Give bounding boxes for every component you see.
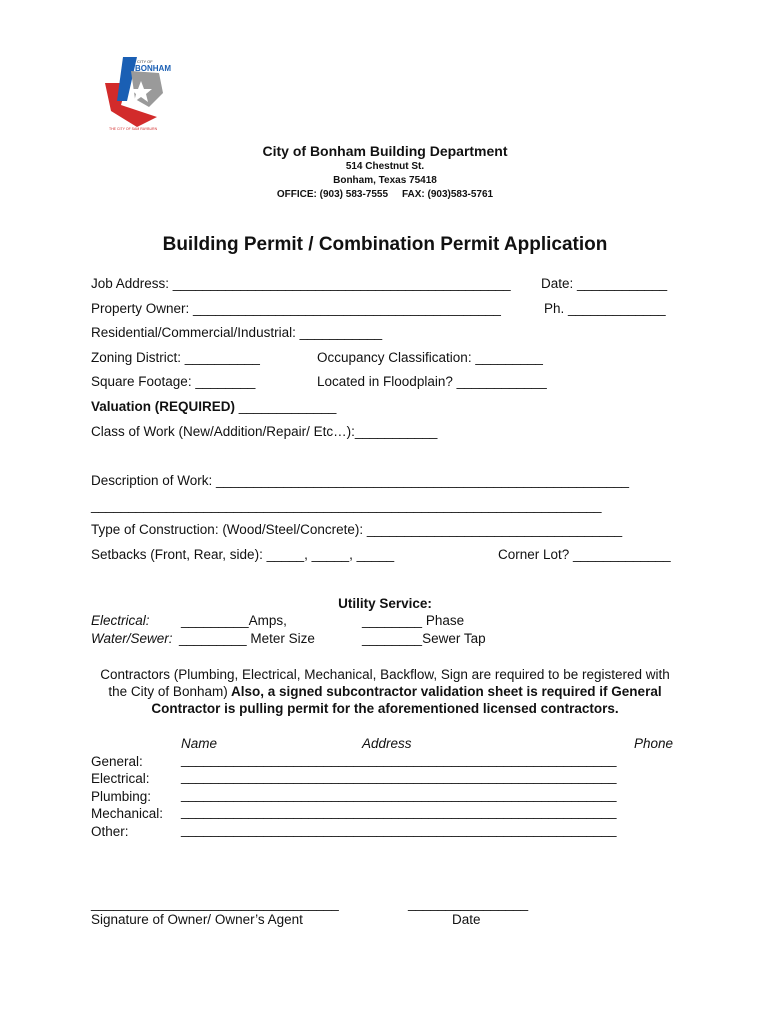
property-owner-field[interactable]: Property Owner: _________________________________________ xyxy=(91,301,501,316)
setbacks-field[interactable]: Setbacks (Front, Rear, side): _____, _____, _____ xyxy=(91,547,395,562)
signature-line[interactable]: _________________________________ xyxy=(91,896,339,911)
description-of-work-field[interactable]: Description of Work: _______________________________________________________ xyxy=(91,473,629,488)
water-sewer-label: Water/Sewer: xyxy=(91,631,173,646)
page-title: Building Permit / Combination Permit Application xyxy=(162,234,608,255)
contractor-label-plumbing: Plumbing: xyxy=(91,789,152,804)
class-of-work-field[interactable]: Class of Work (New/Addition/Repair/ Etc…):___________ xyxy=(91,424,438,439)
signature-date-label: Date xyxy=(452,912,481,927)
contractors-note-line3: Contractor is pulling permit for the aforementioned licensed contractors. xyxy=(151,701,619,716)
contractor-label-other: Other: xyxy=(91,824,129,839)
electrical-amps-field[interactable]: _________Amps, xyxy=(181,613,287,628)
floodplain-field[interactable]: Located in Floodplain? ____________ xyxy=(317,374,547,389)
contractor-label-mechanical: Mechanical: xyxy=(91,806,164,821)
contractor-label-general: General: xyxy=(91,754,143,769)
description-of-work-line2[interactable]: ____________________________________________________________________ xyxy=(91,498,602,513)
zoning-district-field[interactable]: Zoning District: __________ xyxy=(91,350,260,365)
street-address: 514 Chestnut St. xyxy=(345,161,425,172)
department-name: City of Bonham Building Department xyxy=(262,143,508,159)
valuation-label: Valuation (REQUIRED) xyxy=(91,399,236,414)
contractors-note-plain: the City of Bonham) xyxy=(108,684,228,699)
contractor-line-mechanical[interactable]: __________________________________________________________ xyxy=(181,804,617,819)
signature-date-line[interactable]: ________________ xyxy=(408,896,529,911)
date-field[interactable]: Date: ____________ xyxy=(541,276,668,291)
phone-field[interactable]: Ph. _____________ xyxy=(544,301,666,316)
valuation-field[interactable] xyxy=(91,399,336,414)
city-address: Bonham, Texas 75418 xyxy=(333,175,437,186)
occupancy-classification-field[interactable]: Occupancy Classification: _________ xyxy=(317,350,543,365)
logo-tagline: THE CITY OF SAM RAYBURN xyxy=(109,127,158,131)
construction-type-field[interactable]: Type of Construction: (Wood/Steel/Concrete): __________________________________ xyxy=(91,522,623,537)
square-footage-field[interactable]: Square Footage: ________ xyxy=(91,374,256,389)
corner-lot-field[interactable]: Corner Lot? _____________ xyxy=(498,547,671,562)
electrical-phase-field[interactable]: ________ Phase xyxy=(362,613,465,628)
electrical-label: Electrical: xyxy=(91,613,150,628)
signature-label: Signature of Owner/ Owner’s Agent xyxy=(91,912,303,927)
sewer-tap-field[interactable]: ________Sewer Tap xyxy=(362,631,486,646)
valuation-line: _____________ xyxy=(235,399,337,414)
column-header-name: Name xyxy=(181,736,218,751)
logo-brand-text: BONHAM xyxy=(135,64,171,73)
contractors-note-bold: Also, a signed subcontractor validation sheet is required if General xyxy=(227,684,662,699)
use-class-field[interactable]: Residential/Commercial/Industrial: ___________ xyxy=(91,325,383,340)
column-header-phone: Phone xyxy=(634,736,674,751)
contractor-line-general[interactable]: __________________________________________________________ xyxy=(181,752,617,767)
city-logo xyxy=(97,53,179,135)
contractor-label-electrical: Electrical: xyxy=(91,771,150,786)
contractors-note-line2 xyxy=(0,684,770,699)
utility-service-heading: Utility Service: xyxy=(338,596,432,611)
contractor-line-other[interactable]: __________________________________________________________ xyxy=(181,822,617,837)
logo-small-text: CITY OF xyxy=(137,59,153,64)
meter-size-field[interactable]: _________ Meter Size xyxy=(179,631,315,646)
column-header-address: Address xyxy=(362,736,412,751)
job-address-field[interactable]: Job Address: _____________________________________________ xyxy=(91,276,511,291)
contractor-line-plumbing[interactable]: __________________________________________________________ xyxy=(181,787,617,802)
contractors-note-line1: Contractors (Plumbing, Electrical, Mechanical, Backflow, Sign are required to be registered with xyxy=(100,667,670,682)
office-contact: OFFICE: (903) 583-7555 FAX: (903)583-5761 xyxy=(276,189,494,200)
contractor-line-electrical[interactable]: __________________________________________________________ xyxy=(181,769,617,784)
